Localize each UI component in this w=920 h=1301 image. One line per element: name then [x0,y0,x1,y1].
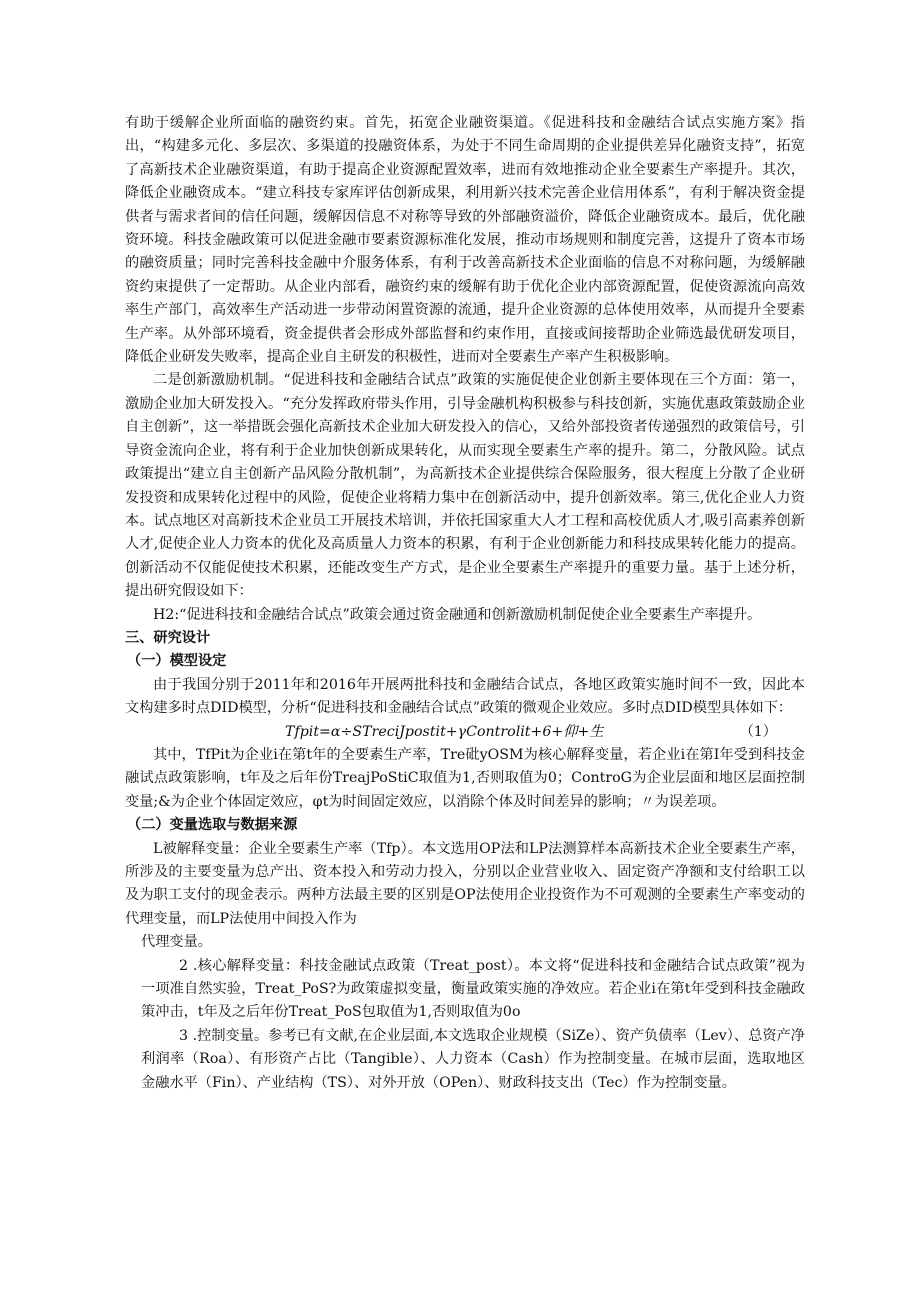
subsection-heading-variables: （二）变量选取与数据来源 [127,817,298,834]
paragraph-model-setup: 由于我国分别于2011年和2016年开展两批科技和金融结合试点，各地区政策实施时间不一致，因此本文构建多时点DID模型，分析“促进科技和金融结合试点”政策的微观企业效应。多时点DID模型具体如下： [125,676,805,717]
paragraph-core-explanatory-variable: 2 .核心解释变量：科技金融试点政策（Treat_post）。本文将“促进科技和金融结合试点政策”视为一项准自然实验，Treat_PoS?为政策虚拟变量，衡量政策实施的净效应。若企业i在第t年受到科技金融政策冲击，t年及之后年份Treat_PoS包取值为1,否则取值为0o [141,957,805,1021]
equation-did-model [125,721,805,744]
paragraph-control-variables: 3 .控制变量。参考已有文献,在企业层面,本文选取企业规模（SiZe）、资产负债率（Lev）、总资产净利润率（Roa）、有形资产占比（Tangible）、人力资本（Cash）作为控制变量。在城市层面，选取地区金融水平（Fin）、产业结构（TS）、对外开放（OPen）、财政科技支出（Tec）作为控制变量。 [141,1027,805,1091]
paragraph-dependent-variable-tail: 代理变量。 [141,934,212,951]
hypothesis-h2: H2:“促进科技和金融结合试点”政策会通过资金融通和创新激励机制促使企业全要素生产率提升。 [153,606,762,623]
equation-expression: Tfpit=α÷STreciJpostit+γControlit+6+仰+生 [285,723,604,740]
paragraph-variable-explanation: 其中，TfPit为企业i在第t年的全要素生产率，Tre砒yOSM为核心解释变量，若企业i在第I年受到科技金融试点政策影响，t年及之后年份TreajPoStiC取值为1,否则取值为0；ControG为企业层面和地区层面控制变量;&为企业个体固定效应，φt为时间固定效应，以消除个体及时间差异的影响；〃为误差项。 [125,746,805,810]
document-page [125,112,805,1095]
section-heading-research-design: 三、研究设计 [125,629,211,646]
equation-number: （1） [739,723,777,740]
paragraph-dependent-variable: L被解释变量：企业全要素生产率（Tfp）。本文选用OP法和LP法测算样本高新技术企业全要素生产率，所涉及的主要变量为总产出、资本投入和劳动力投入，分别以企业营业收入、固定资产净额和支付给职工以及为职工支付的现金表示。两种方法最主要的区别是OP法使用企业投资作为不可观测的全要素生产率变动的代理变量，而LP法使用中间投入作为 [125,840,805,927]
subsection-heading-model: （一）模型设定 [127,653,227,670]
paragraph-financing-constraint: 有助于缓解企业所面临的融资约束。首先，拓宽企业融资渠道。《促进科技和金融结合试点实施方案》指出，“构建多元化、多层次、多渠道的投融资体系，为处于不同生命周期的企业提供差异化融资支持”，拓宽了高新技术企业融资渠道，有助于提高企业资源配置效率，进而有效地推动企业全要素生产率提升。其次，降低企业融资成本。“建立科技专家库评估创新成果，利用新兴技术完善企业信用体系”，有利于解决资金提供者与需求者间的信任问题，缓解因信息不对称等导致的外部融资溢价，降低企业融资成本。最后，优化融资环境。科技金融政策可以促进金融市要素资源标准化发展，推动市场规则和制度完善，这提升了资本市场的融资质量；同时完善科技金融中介服务体系，有利于改善高新技术企业面临的信息不对称问题，为缓解融资约束提供了一定帮助。从企业内部看，融资约束的缓解有助于优化企业内部资源配置，促使资源流向高效率生产部门，高效率生产活动进一步带动闲置资源的流通，提升企业资源的总体使用效率，从而提升全要素生产率。从外部环境看，资金提供者会形成外部监督和约束作用，直接或间接帮助企业筛选最优研发项目，降低企业研发失败率，提高企业自主研发的积极性，进而对全要素生产率产生积极影响。 [125,115,805,366]
paragraph-innovation-incentive: 二是创新激励机制。“促进科技和金融结合试点”政策的实施促使企业创新主要体现在三个方面：第一，激励企业加大研发投入。“充分发挥政府带头作用，引导金融机构积极参与科技创新，实施优惠政策鼓励企业自主创新”，这一举措既会强化高新技术企业加大研发投入的信心，又给外部投资者传递强烈的政策信号，引导资金流向企业，将有利于企业加快创新成果转化，从而实现全要素生产率的提升。第二，分散风险。试点政策提出“建立自主创新产品风险分散机制”，为高新技术企业提供综合保险服务，很大程度上分散了企业研发投资和成果转化过程中的风险，促使企业将精力集中在创新活动中，提升创新效率。第三,优化企业人力资本。试点地区对高新技术企业员工开展技术培训，并依托国家重大人才工程和高校优质人才,吸引高素养创新人才,促使企业人力资本的优化及高质量人力资本的积累，有利于企业创新能力和科技成果转化能力的提高。创新活动不仅能促使技术积累，还能改变生产方式，是企业全要素生产率提升的重要力量。基于上述分析，提出研究假设如下： [125,372,805,600]
